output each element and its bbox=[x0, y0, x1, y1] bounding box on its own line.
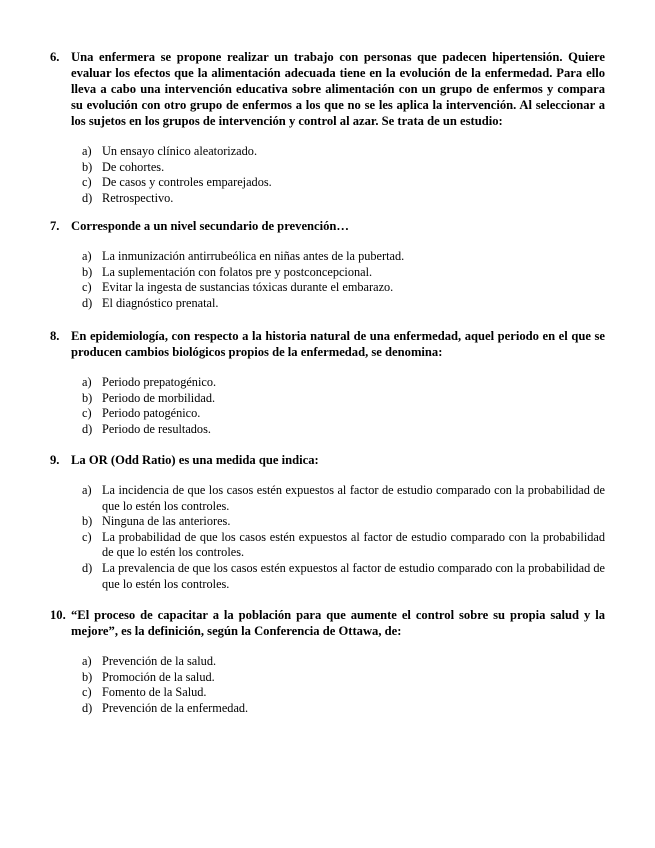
question-9-options bbox=[82, 483, 605, 592]
option-text: De cohortes. bbox=[102, 159, 165, 174]
option-letter: d) bbox=[82, 190, 93, 205]
question-9-number: 9. bbox=[50, 453, 60, 467]
question-6-option-b bbox=[82, 160, 605, 176]
option-text: Ninguna de las anteriores. bbox=[102, 514, 231, 529]
question-7 bbox=[50, 218, 605, 311]
option-letter: b) bbox=[82, 264, 93, 279]
question-6 bbox=[50, 49, 605, 206]
option-letter: d) bbox=[82, 295, 93, 310]
option-text: La probabilidad de que los casos estén expuestos al factor de estudio comparado con la probabilidad de que lo estén los controles. bbox=[102, 529, 605, 560]
question-6-options bbox=[82, 144, 605, 206]
option-letter: c) bbox=[82, 406, 92, 421]
question-10-option-d bbox=[82, 701, 605, 717]
option-letter: d) bbox=[82, 421, 93, 436]
question-9-option-a bbox=[82, 483, 605, 514]
question-9-option-d bbox=[82, 561, 605, 592]
question-6-option-a bbox=[82, 144, 605, 160]
question-6-statement bbox=[50, 49, 605, 129]
question-7-statement bbox=[50, 218, 605, 234]
question-8 bbox=[50, 328, 605, 437]
option-letter: a) bbox=[82, 654, 92, 668]
option-letter: b) bbox=[82, 159, 93, 174]
question-8-number: 8. bbox=[50, 329, 60, 343]
question-8-option-a bbox=[82, 375, 605, 391]
option-text: Periodo de resultados. bbox=[102, 421, 211, 436]
option-text: Prevención de la enfermedad. bbox=[102, 700, 249, 715]
option-text: Periodo de morbilidad. bbox=[102, 390, 216, 405]
question-6-number: 6. bbox=[50, 50, 60, 64]
question-10-option-c bbox=[82, 685, 605, 701]
option-letter: a) bbox=[82, 249, 92, 263]
question-7-number: 7. bbox=[50, 219, 60, 233]
option-text: Fomento de la Salud. bbox=[102, 685, 207, 700]
question-7-option-d bbox=[82, 296, 605, 312]
question-8-text: En epidemiología, con respecto a la historia natural de una enfermedad, aquel periodo en el que se producen cambios biológicos propios de la enfermedad, se denomina: bbox=[71, 329, 605, 359]
option-letter: a) bbox=[82, 144, 92, 158]
option-text: Periodo patogénico. bbox=[102, 406, 201, 421]
question-7-text: Corresponde a un nivel secundario de prevención… bbox=[71, 219, 350, 233]
question-8-options bbox=[82, 375, 605, 437]
question-9-text: La OR (Odd Ratio) es una medida que indica: bbox=[71, 453, 319, 467]
option-letter: a) bbox=[82, 483, 92, 497]
option-text: Retrospectivo. bbox=[102, 190, 174, 205]
question-6-text: Una enfermera se propone realizar un trabajo con personas que padecen hipertensión. Quiere evaluar los efectos que la alimentación adecuada tiene en la evolución de la enfermedad. Para ello lleva a cabo una intervención educativa sobre alimentación con un grupo de enfermos y compara su evolución con otro grupo de enfermos a los que no se les aplica la intervención. Al seleccionar a los sujetos en los grupos de intervención y control al azar. Se trata de un estudio: bbox=[71, 50, 605, 128]
option-text: Un ensayo clínico aleatorizado. bbox=[102, 144, 258, 158]
option-letter: d) bbox=[82, 700, 93, 715]
question-7-option-a bbox=[82, 249, 605, 265]
option-text: Promoción de la salud. bbox=[102, 669, 215, 684]
option-letter: a) bbox=[82, 375, 92, 389]
option-text: Evitar la ingesta de sustancias tóxicas durante el embarazo. bbox=[102, 280, 394, 295]
question-8-statement bbox=[50, 328, 605, 360]
option-letter: b) bbox=[82, 514, 93, 529]
question-10-text: “El proceso de capacitar a la población para que aumente el control sobre su propia salud y la mejore”, es la definición, según la Conferencia de Ottawa, de: bbox=[71, 608, 605, 638]
option-letter: c) bbox=[82, 280, 92, 295]
option-letter: b) bbox=[82, 669, 93, 684]
question-10-option-b bbox=[82, 670, 605, 686]
question-8-option-c bbox=[82, 406, 605, 422]
option-text: La incidencia de que los casos estén expuestos al factor de estudio comparado con la probabilidad de que lo estén los controles. bbox=[102, 483, 605, 513]
question-7-option-b bbox=[82, 265, 605, 281]
question-8-option-d bbox=[82, 422, 605, 438]
question-10-options bbox=[82, 654, 605, 716]
option-text: La prevalencia de que los casos estén expuestos al factor de estudio comparado con la probabilidad de que lo estén los controles. bbox=[102, 560, 605, 591]
option-letter: c) bbox=[82, 529, 92, 544]
question-10 bbox=[50, 607, 605, 716]
question-6-option-d bbox=[82, 191, 605, 207]
question-9-statement bbox=[50, 452, 605, 468]
option-text: El diagnóstico prenatal. bbox=[102, 295, 219, 310]
option-text: Periodo prepatogénico. bbox=[102, 375, 217, 389]
question-10-statement bbox=[50, 607, 605, 639]
option-text: De casos y controles emparejados. bbox=[102, 175, 272, 190]
option-letter: c) bbox=[82, 175, 92, 190]
question-6-option-c bbox=[82, 175, 605, 191]
question-7-options bbox=[82, 249, 605, 311]
option-letter: d) bbox=[82, 560, 93, 575]
option-letter: b) bbox=[82, 390, 93, 405]
option-text: Prevención de la salud. bbox=[102, 654, 217, 668]
question-7-option-c bbox=[82, 280, 605, 296]
question-9 bbox=[50, 452, 605, 592]
question-9-option-b bbox=[82, 514, 605, 530]
option-text: La inmunización antirrubeólica en niñas antes de la pubertad. bbox=[102, 249, 405, 263]
question-10-option-a bbox=[82, 654, 605, 670]
question-8-option-b bbox=[82, 391, 605, 407]
question-9-option-c bbox=[82, 530, 605, 561]
question-10-number: 10. bbox=[50, 608, 66, 622]
option-letter: c) bbox=[82, 685, 92, 700]
option-text: La suplementación con folatos pre y postconcepcional. bbox=[102, 264, 373, 279]
